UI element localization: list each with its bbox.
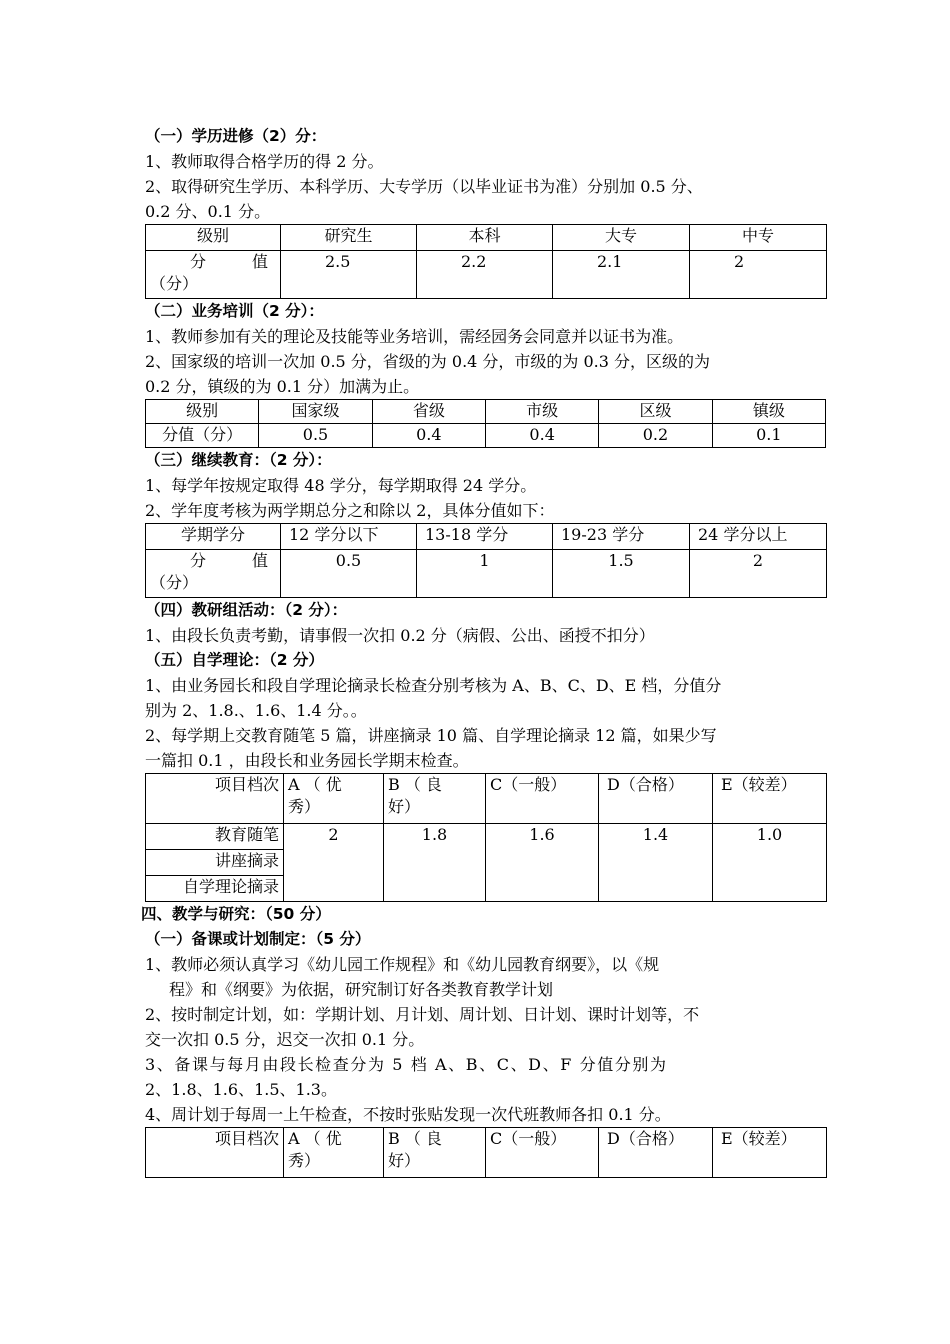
paragraph: 1、教师必须认真学习《幼儿园工作规程》和《幼儿园教育纲要》，以《规: [145, 955, 660, 974]
section-title-lesson-plan: （一）备课或计划制定：（5 分）: [145, 930, 371, 948]
table-row-label: 分 值 （分）: [146, 550, 281, 598]
section-title-continuing-education: （三）继续教育：（2 分）：: [145, 451, 332, 469]
paragraph: 3、备课与每月由段长检查分为 5 档 A、B、C、D、F 分值分别为: [145, 1055, 668, 1074]
paragraph: 2、按时制定计划，如：学期计划、月计划、周计划、日计划、课时计划等，不: [145, 1005, 700, 1024]
table-cell: 0.5: [259, 424, 372, 448]
paragraph: 一篇扣 0.1 ，由段长和业务园长学期末检查。: [145, 751, 469, 770]
paragraph: 0.2 分、0.1 分。: [145, 202, 271, 221]
table-cell: 1.4: [599, 824, 713, 902]
table-header-cell: 级别: [146, 400, 259, 424]
table-header-cell: B （ 良 好）: [384, 774, 486, 824]
table-header-cell: 项目档次: [146, 1128, 284, 1178]
paragraph: 1、每学年按规定取得 48 学分，每学期取得 24 学分。: [145, 476, 537, 495]
table-cell: 2: [284, 824, 384, 902]
table-header-cell: E（较差）: [713, 1128, 827, 1178]
paragraph: 0.2 分，镇级的为 0.1 分）加满为止。: [145, 377, 420, 396]
table-header-cell: 12 学分以下: [281, 524, 417, 550]
paragraph: 1、由段长负责考勤，请事假一次扣 0.2 分（病假、公出、函授不扣分）: [145, 626, 655, 645]
table-header-cell: C（一般）: [486, 774, 599, 824]
table-cell: 2.2: [417, 251, 553, 299]
table-header-cell: 本科: [417, 225, 553, 251]
table-header-cell: 中专: [690, 225, 827, 251]
training-score-table: [145, 399, 826, 448]
table-header-cell: A （ 优 秀）: [284, 774, 384, 824]
table-row-label: 分 值 （分）: [146, 251, 281, 299]
section-title-research-group: （四）教研组活动：（2 分）：: [145, 601, 348, 619]
self-study-grade-table: [145, 773, 827, 902]
paragraph: 2、每学期上交教育随笔 5 篇，讲座摘录 10 篇、自学理论摘录 12 篇，如果少写: [145, 726, 717, 745]
lesson-plan-grade-table: [145, 1127, 827, 1178]
table-header-cell: 项目档次: [146, 774, 284, 824]
table-header-cell: 国家级: [259, 400, 372, 424]
paragraph: 2、取得研究生学历、本科学历、大专学历（以毕业证书为准）分别加 0.5 分、: [145, 177, 703, 196]
paragraph: 2、1.8、1.6、1.5、1.3。: [145, 1080, 337, 1099]
table-cell: 0.4: [372, 424, 485, 448]
paragraph: 1、教师参加有关的理论及技能等业务培训，需经园务会同意并以证书为准。: [145, 327, 684, 346]
table-cell: 1.6: [486, 824, 599, 902]
paragraph: 1、教师取得合格学历的得 2 分。: [145, 152, 384, 171]
table-cell: 1: [417, 550, 553, 598]
table-cell: 2.1: [553, 251, 690, 299]
section-title-education: （一）学历进修（2）分：: [145, 127, 327, 145]
table-cell: 0.4: [485, 424, 598, 448]
table-row-label: 教育随笔: [146, 824, 284, 850]
table-header-cell: 省级: [372, 400, 485, 424]
table-header-cell: 区级: [599, 400, 712, 424]
table-header-cell: 级别: [146, 225, 281, 251]
document-page: [141, 124, 826, 1178]
table-cell: 0.1: [712, 424, 825, 448]
table-cell: 0.2: [599, 424, 712, 448]
table-cell: 2: [690, 251, 827, 299]
table-cell: 0.5: [281, 550, 417, 598]
table-row-label: 分值（分）: [146, 424, 259, 448]
table-row-label: 讲座摘录: [146, 850, 284, 876]
paragraph: 交一次扣 0.5 分，迟交一次扣 0.1 分。: [145, 1030, 425, 1049]
table-cell: 2: [690, 550, 827, 598]
table-header-cell: 学期学分: [146, 524, 281, 550]
table-cell: 2.5: [281, 251, 417, 299]
paragraph: 2、学年度考核为两学期总分之和除以 2，具体分值如下：: [145, 501, 555, 520]
table-header-cell: 13-18 学分: [417, 524, 553, 550]
table-header-cell: D（合格）: [599, 1128, 713, 1178]
table-header-cell: D（合格）: [599, 774, 713, 824]
table-header-cell: 镇级: [712, 400, 825, 424]
paragraph: 2、国家级的培训一次加 0.5 分，省级的为 0.4 分，市级的为 0.3 分，区级的为: [145, 352, 711, 371]
table-header-cell: C（一般）: [486, 1128, 599, 1178]
table-header-cell: 研究生: [281, 225, 417, 251]
paragraph: 程》和《纲要》为依据，研究制订好各类教育教学计划: [169, 980, 554, 999]
table-header-cell: E（较差）: [713, 774, 827, 824]
paragraph: 4、周计划于每周一上午检查，不按时张贴发现一次代班教师各扣 0.1 分。: [145, 1105, 671, 1124]
paragraph: 1、由业务园长和段自学理论摘录长检查分别考核为 A、B、C、D、E 档，分值分: [145, 676, 722, 695]
paragraph: 别为 2、1.8.、1.6、1.4 分。。: [145, 701, 367, 720]
section-title-self-study: （五）自学理论：（2 分）: [145, 651, 324, 669]
table-header-cell: 24 学分以上: [690, 524, 827, 550]
credit-score-table: [145, 523, 827, 598]
table-header-cell: 19-23 学分: [553, 524, 690, 550]
table-header-cell: 市级: [485, 400, 598, 424]
table-header-cell: 大专: [553, 225, 690, 251]
education-score-table: [145, 224, 827, 299]
part-title-teaching-research: 四、教学与研究：（50 分）: [141, 905, 331, 923]
table-header-cell: B （ 良 好）: [384, 1128, 486, 1178]
section-title-training: （二）业务培训（2 分）：: [145, 302, 324, 320]
table-row-label: 自学理论摘录: [146, 876, 284, 902]
table-cell: 1.0: [713, 824, 827, 902]
table-header-cell: A （ 优 秀）: [284, 1128, 384, 1178]
table-cell: 1.8: [384, 824, 486, 902]
table-cell: 1.5: [553, 550, 690, 598]
